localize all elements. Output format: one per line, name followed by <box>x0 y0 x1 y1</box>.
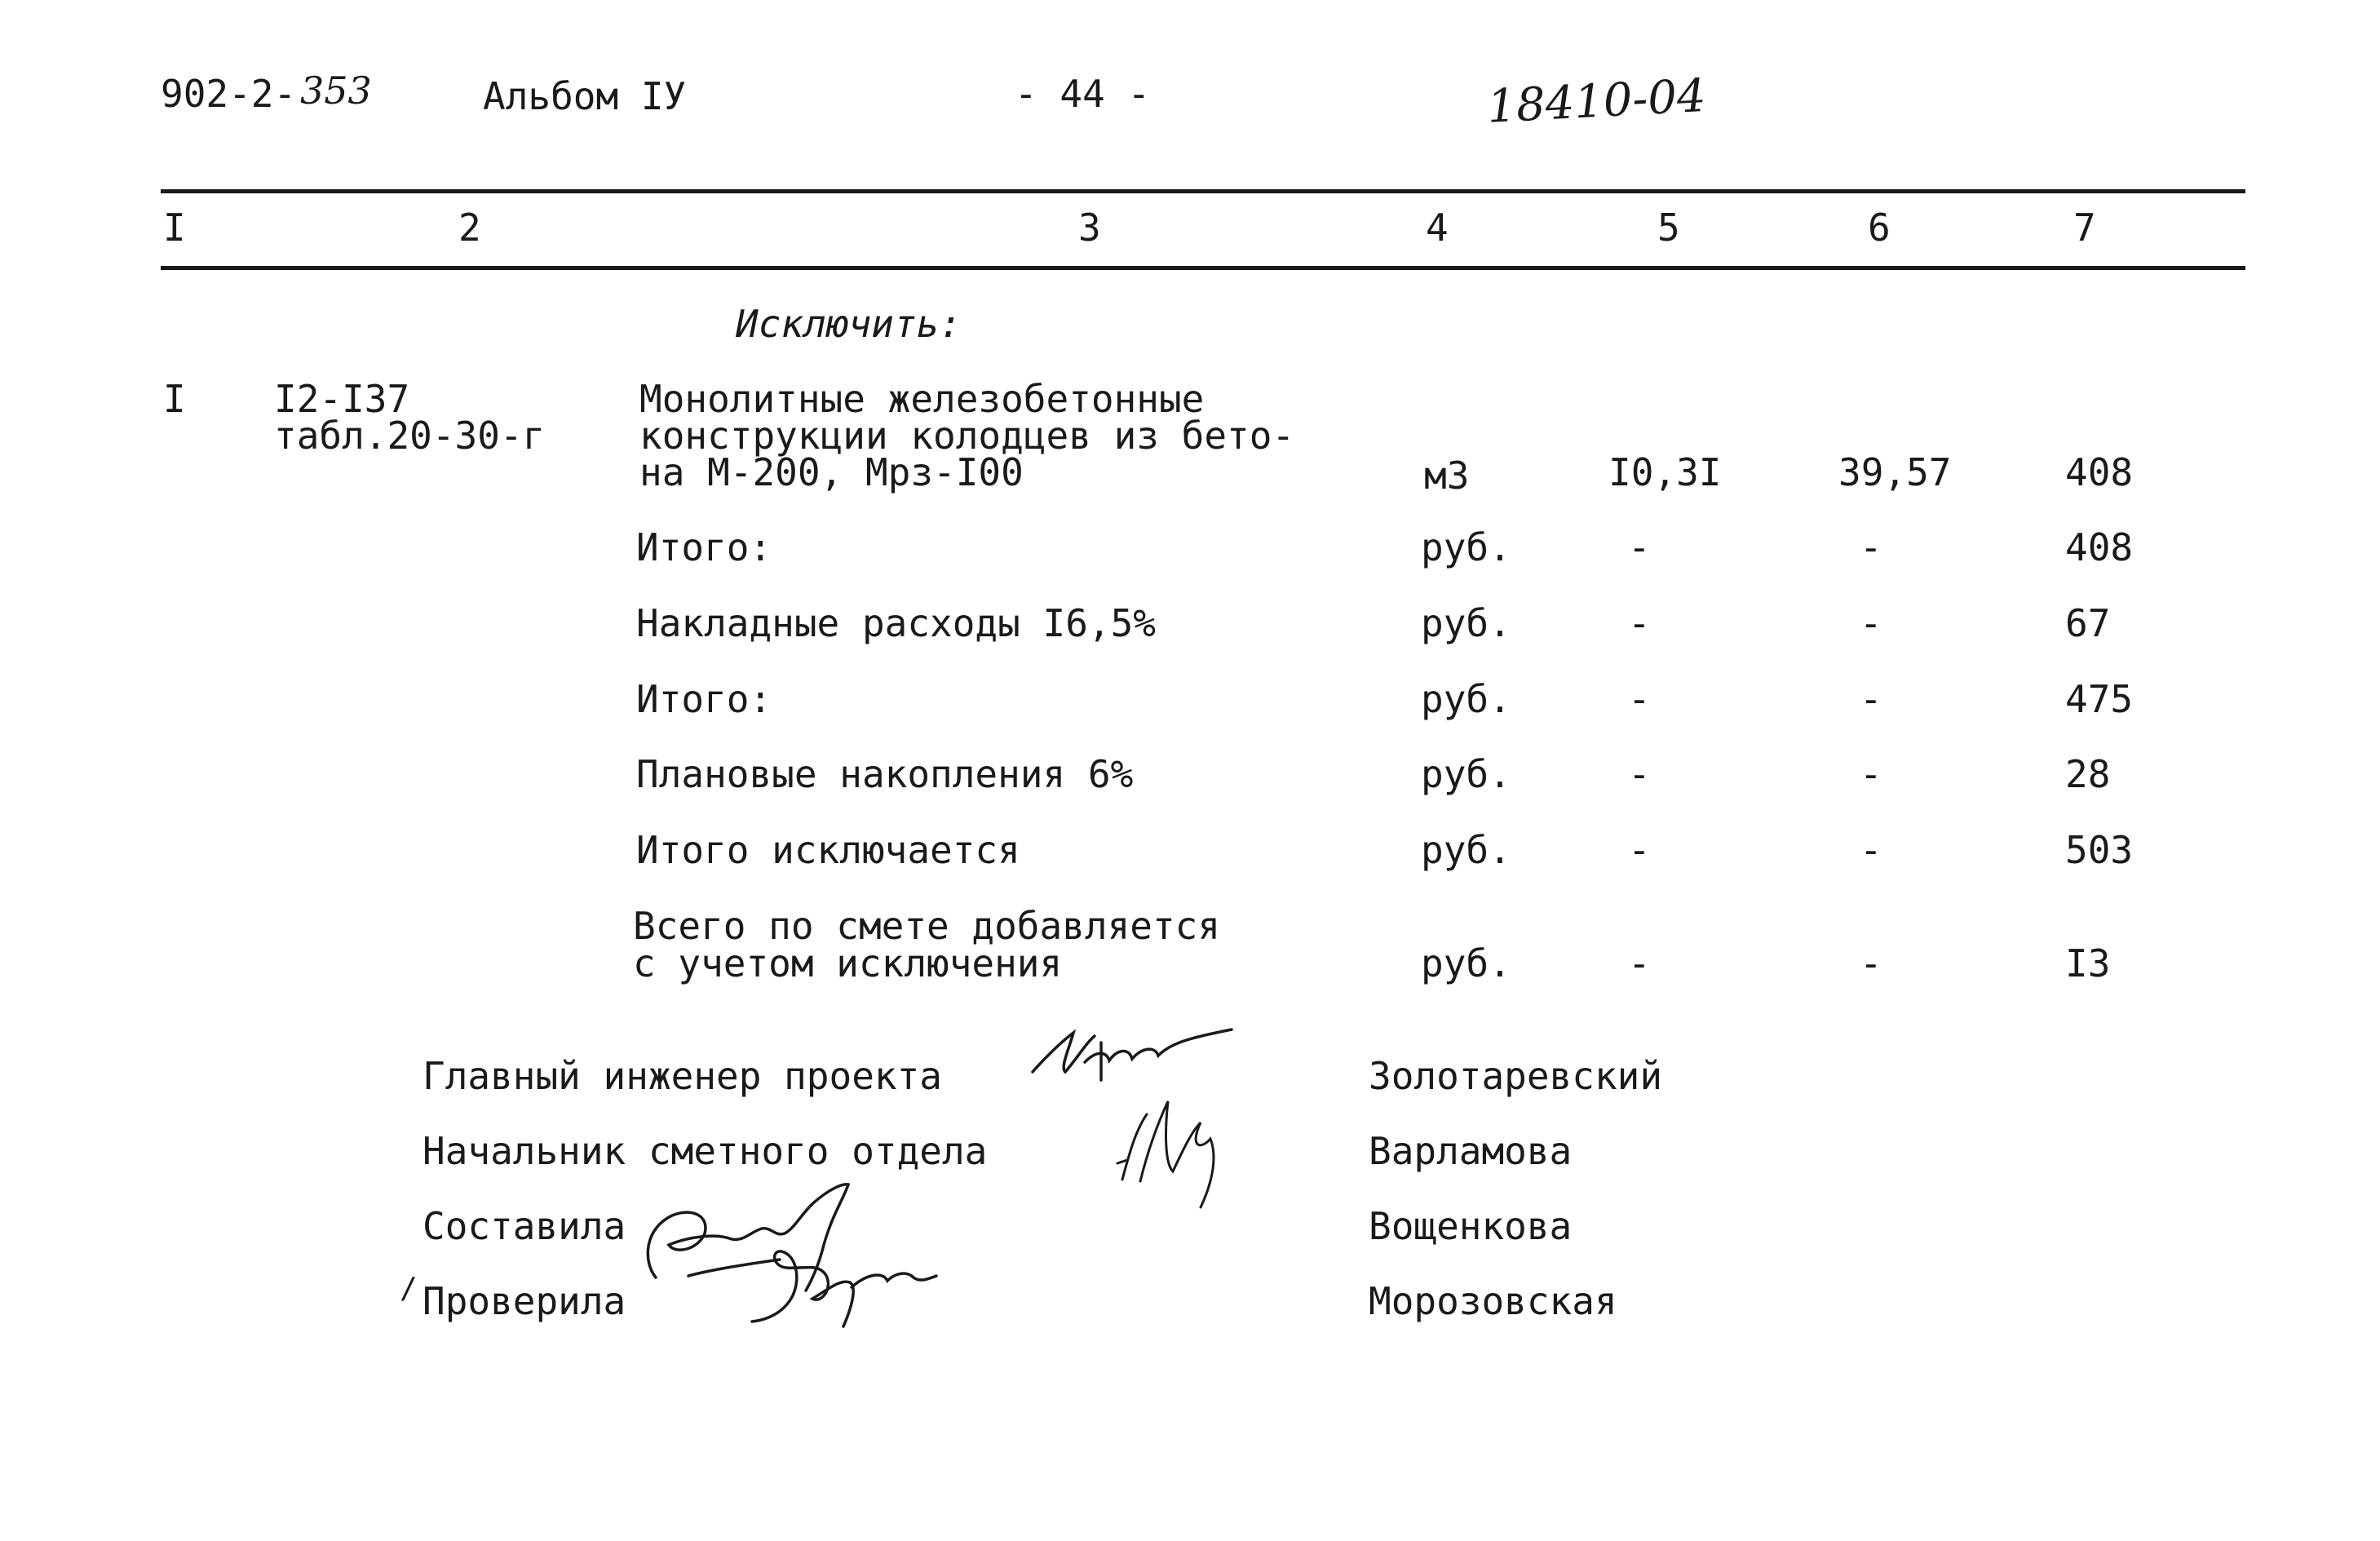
final-col6: - <box>1860 941 1882 985</box>
col-number-1: I <box>163 206 186 250</box>
header-top-rule <box>161 189 2245 193</box>
signature-role: Начальник сметного отдела <box>422 1129 988 1173</box>
item-total: 408 <box>2065 450 2134 494</box>
col-number-3: 3 <box>1078 206 1101 250</box>
col-number-6: 6 <box>1868 206 1891 250</box>
col-number-2: 2 <box>458 206 481 250</box>
signature-name: Морозовская <box>1369 1279 1617 1323</box>
summary-col6: - <box>1860 677 1882 721</box>
summary-label: Итого: <box>636 677 772 721</box>
item-code: I2-I37 <box>274 377 410 421</box>
summary-unit: руб. <box>1421 752 1511 796</box>
item-quantity: I0,3I <box>1608 450 1722 494</box>
col-number-5: 5 <box>1657 206 1680 250</box>
item-description-line: на М-200, Мрз-I00 <box>639 450 1024 494</box>
summary-total: 67 <box>2065 601 2111 645</box>
reviewer-signature-icon <box>744 1230 940 1328</box>
signature-name: Варламова <box>1369 1129 1573 1173</box>
summary-col6: - <box>1860 601 1882 645</box>
summary-total: 503 <box>2065 828 2134 872</box>
summary-col5: - <box>1628 828 1651 872</box>
summary-col6: - <box>1860 828 1882 872</box>
col-number-7: 7 <box>2073 206 2096 250</box>
summary-col5: - <box>1628 677 1651 721</box>
item-number: I <box>163 377 186 421</box>
summary-unit: руб. <box>1421 677 1511 721</box>
summary-col5: - <box>1628 601 1651 645</box>
summary-total: 408 <box>2065 525 2134 569</box>
summary-label: Накладные расходы I6,5% <box>636 601 1156 645</box>
final-col5: - <box>1628 941 1651 985</box>
item-unit: м3 <box>1424 454 1470 498</box>
final-label-line1: Всего по смете добавляется <box>633 904 1221 948</box>
section-heading: Исключить: <box>736 302 962 346</box>
summary-col5: - <box>1628 525 1651 569</box>
header-bottom-rule <box>161 266 2245 270</box>
summary-total: 28 <box>2065 752 2111 796</box>
summary-col6: - <box>1860 525 1882 569</box>
final-label-line2: с учетом исключения <box>633 941 1063 985</box>
signature-role: Составила <box>422 1204 626 1248</box>
item-code-table: табл.20-30-г <box>274 414 546 458</box>
summary-label: Плановые накопления 6% <box>636 752 1134 796</box>
chief-engineer-signature-icon <box>1028 1018 1240 1083</box>
checkmark-tick: / <box>400 1272 418 1305</box>
item-description-line: конструкции колодцев из бето- <box>639 414 1295 458</box>
summary-col6: - <box>1860 752 1882 796</box>
summary-unit: руб. <box>1421 601 1511 645</box>
signature-name: Золотаревский <box>1369 1054 1663 1098</box>
summary-label: Итого: <box>636 525 772 569</box>
item-price: 39,57 <box>1838 450 1952 494</box>
signature-name: Вощенкова <box>1369 1204 1573 1248</box>
album-label: Альбом IУ <box>483 74 687 118</box>
summary-unit: руб. <box>1421 828 1511 872</box>
handwritten-code: 18410-04 <box>1485 69 1708 134</box>
page-number: - 44 - <box>1015 72 1151 116</box>
estimate-head-signature-icon <box>1111 1090 1241 1212</box>
signature-role: Проверила <box>422 1279 626 1323</box>
summary-total: 475 <box>2065 677 2134 721</box>
final-total: I3 <box>2065 941 2111 985</box>
summary-label: Итого исключается <box>636 828 1020 872</box>
doc-number-handwritten: 353 <box>300 69 372 113</box>
item-description-line: Монолитные железобетонные <box>639 377 1205 421</box>
summary-unit: руб. <box>1421 525 1511 569</box>
doc-number: 902-2- <box>161 72 297 116</box>
col-number-4: 4 <box>1426 206 1449 250</box>
summary-col5: - <box>1628 752 1651 796</box>
final-unit: руб. <box>1421 941 1511 985</box>
signature-role: Главный инженер проекта <box>422 1054 942 1098</box>
